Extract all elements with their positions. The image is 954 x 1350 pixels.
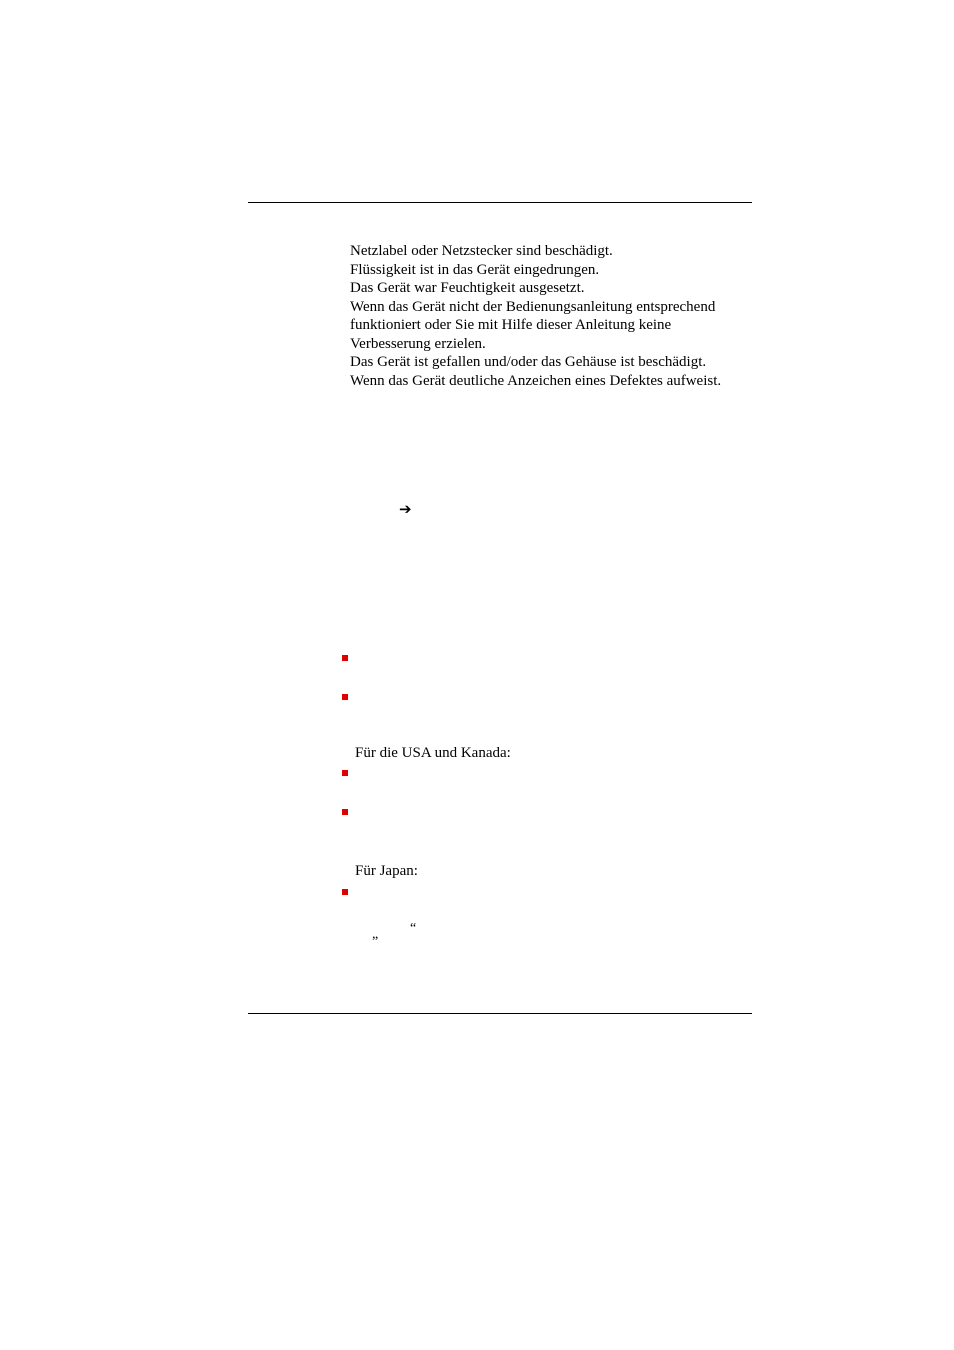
defect-line: Wenn das Gerät nicht der Bedienungsanleitung entsprechend (350, 299, 716, 315)
defect-line: Verbesserung erzielen. (350, 336, 486, 352)
quote-open: „ (372, 927, 379, 942)
square-bullet-icon (342, 655, 348, 661)
usa-canada-label: Für die USA und Kanada: (355, 745, 511, 761)
square-bullet-icon (342, 889, 348, 895)
defect-line: Das Gerät war Feuchtigkeit ausgesetzt. (350, 280, 585, 296)
defect-line: funktioniert oder Sie mit Hilfe dieser Anleitung keine (350, 317, 672, 333)
square-bullet-icon (342, 809, 348, 815)
defect-line: Flüssigkeit ist in das Gerät eingedrungen. (350, 262, 600, 278)
japan-label: Für Japan: (355, 863, 418, 879)
defect-line: Netzlabel oder Netzstecker sind beschädigt. (350, 243, 613, 259)
header-rule (248, 202, 752, 203)
defect-line: Das Gerät ist gefallen und/oder das Gehäuse ist beschädigt. (350, 354, 707, 370)
arrow-right-icon: ➔ (399, 500, 412, 518)
defect-line: Wenn das Gerät deutliche Anzeichen eines Defektes aufweist. (350, 373, 722, 389)
quote-close: “ (410, 921, 417, 936)
footer-rule (248, 1013, 752, 1014)
square-bullet-icon (342, 694, 348, 700)
square-bullet-icon (342, 770, 348, 776)
